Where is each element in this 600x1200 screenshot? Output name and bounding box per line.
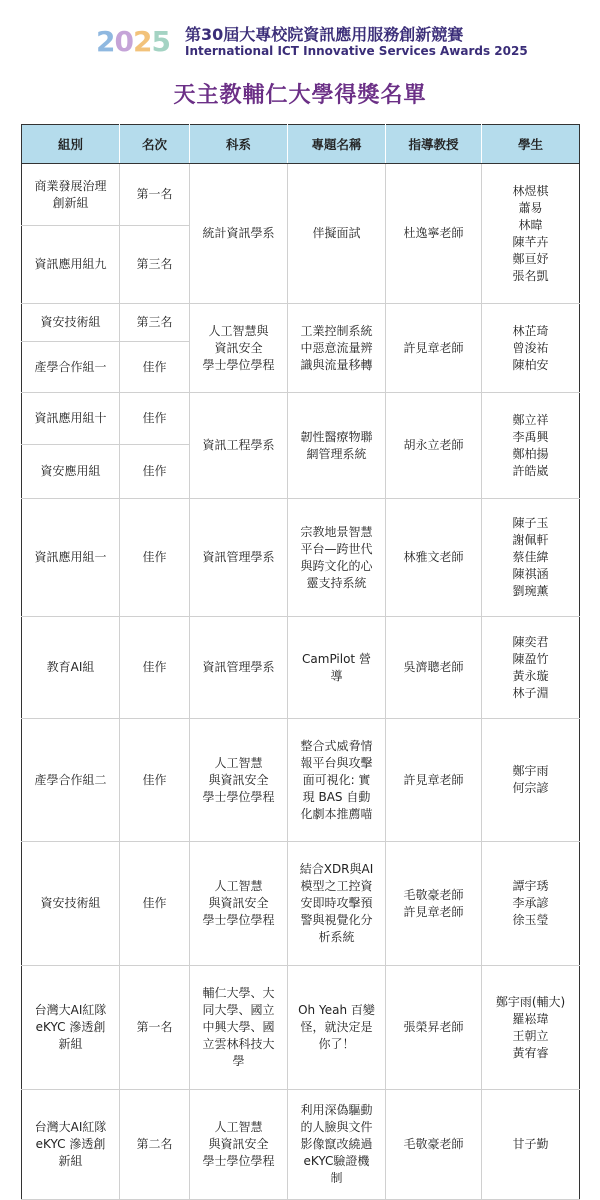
header-category: 組別 bbox=[22, 125, 120, 164]
students-cell: 鄭宇雨 何宗諺 bbox=[482, 719, 580, 842]
category-cell: 資安技術組 bbox=[22, 842, 120, 966]
table-row bbox=[22, 164, 580, 226]
project-cell: 宗教地景智慧 平台—跨世代 與跨文化的心 靈支持系統 bbox=[288, 499, 386, 617]
department-cell: 人工智慧與 資訊安全 學士學位學程 bbox=[190, 304, 288, 393]
logo-digit: 5 bbox=[151, 25, 170, 58]
students-cell: 陳子玉 謝佩軒 蔡佳緯 陳祺涵 劉琬薰 bbox=[482, 499, 580, 617]
category-cell: 台灣大AI紅隊 eKYC 滲透創 新組 bbox=[22, 1090, 120, 1200]
table-row bbox=[22, 719, 580, 842]
rank-cell: 佳作 bbox=[120, 719, 190, 842]
table-row bbox=[22, 1090, 580, 1200]
advisor-cell: 毛敬豪老師 許見章老師 bbox=[386, 842, 482, 966]
rank-cell: 佳作 bbox=[120, 393, 190, 445]
category-cell: 資訊應用組九 bbox=[22, 226, 120, 304]
header-students: 學生 bbox=[482, 125, 580, 164]
table-row bbox=[22, 499, 580, 617]
table-row bbox=[22, 842, 580, 966]
table-row bbox=[22, 304, 580, 342]
rank-cell: 佳作 bbox=[120, 617, 190, 719]
project-cell: 結合XDR與AI 模型之工控資 安即時攻擊預 警與視覺化分 析系統 bbox=[288, 842, 386, 966]
award-table bbox=[21, 124, 580, 1200]
students-cell: 林芷琦 曾浚祐 陳柏安 bbox=[482, 304, 580, 393]
students-cell: 鄭宇雨(輔大) 羅崧瑋 王朝立 黃宥睿 bbox=[482, 966, 580, 1090]
department-cell: 人工智慧 與資訊安全 學士學位學程 bbox=[190, 719, 288, 842]
advisor-cell: 胡永立老師 bbox=[386, 393, 482, 499]
rank-cell: 佳作 bbox=[120, 499, 190, 617]
rank-cell: 第三名 bbox=[120, 304, 190, 342]
students-cell: 林煜棋 蕭易 林暐 陳芊卉 鄭亘妤 張名凱 bbox=[482, 164, 580, 304]
table-row bbox=[22, 617, 580, 719]
logo-digit: 2 bbox=[96, 25, 115, 58]
page-header bbox=[0, 0, 600, 120]
rank-cell: 第三名 bbox=[120, 226, 190, 304]
project-cell: 利用深偽驅動 的人臉與文件 影像竄改繞過 eKYC驗證機 制 bbox=[288, 1090, 386, 1200]
department-cell: 資訊管理學系 bbox=[190, 499, 288, 617]
students-cell: 陳奕君 陳盈竹 黃永璇 林子淵 bbox=[482, 617, 580, 719]
project-cell: 工業控制系統 中惡意流量辨 識與流量移轉 bbox=[288, 304, 386, 393]
rank-cell: 佳作 bbox=[120, 842, 190, 966]
rank-cell: 第一名 bbox=[120, 164, 190, 226]
table-row bbox=[22, 393, 580, 445]
department-cell: 資訊工程學系 bbox=[190, 393, 288, 499]
students-cell: 甘子勤 bbox=[482, 1090, 580, 1200]
advisor-cell: 吳濟聰老師 bbox=[386, 617, 482, 719]
advisor-cell: 杜逸寧老師 bbox=[386, 164, 482, 304]
project-cell: 韌性醫療物聯 網管理系統 bbox=[288, 393, 386, 499]
project-cell: 整合式威脅情 報平台與攻擊 面可視化: 實 現 BAS 自動 化劇本推薦喵 bbox=[288, 719, 386, 842]
advisor-cell: 許見章老師 bbox=[386, 304, 482, 393]
logo-year bbox=[96, 22, 182, 62]
category-cell: 商業發展治理 創新組 bbox=[22, 164, 120, 226]
project-cell: Oh Yeah 百變 怪，就決定是 你了！ bbox=[288, 966, 386, 1090]
event-logo bbox=[96, 22, 182, 62]
department-cell: 人工智慧 與資訊安全 學士學位學程 bbox=[190, 1090, 288, 1200]
header-department: 科系 bbox=[190, 125, 288, 164]
department-cell: 人工智慧 與資訊安全 學士學位學程 bbox=[190, 842, 288, 966]
category-cell: 資安應用組 bbox=[22, 445, 120, 499]
category-cell: 台灣大AI紅隊 eKYC 滲透創 新組 bbox=[22, 966, 120, 1090]
category-cell: 資訊應用組一 bbox=[22, 499, 120, 617]
table-row bbox=[22, 966, 580, 1090]
page-title: 天主教輔仁大學得獎名單 bbox=[173, 83, 427, 108]
rank-cell: 第一名 bbox=[120, 966, 190, 1090]
students-cell: 鄭立祥 李禹興 鄭柏揚 許皓崴 bbox=[482, 393, 580, 499]
students-cell: 譚宇琇 李承諺 徐玉瑩 bbox=[482, 842, 580, 966]
department-cell: 資訊管理學系 bbox=[190, 617, 288, 719]
rank-cell: 佳作 bbox=[120, 342, 190, 393]
advisor-cell: 毛敬豪老師 bbox=[386, 1090, 482, 1200]
category-cell: 產學合作組一 bbox=[22, 342, 120, 393]
rank-cell: 第二名 bbox=[120, 1090, 190, 1200]
rank-cell: 佳作 bbox=[120, 445, 190, 499]
event-title-en: International ICT Innovative Services Awards 2025 bbox=[185, 44, 528, 58]
logo-digit: 0 bbox=[114, 25, 133, 58]
advisor-cell: 許見章老師 bbox=[386, 719, 482, 842]
table-header-row bbox=[22, 125, 580, 164]
advisor-cell: 張榮昇老師 bbox=[386, 966, 482, 1090]
project-cell: CamPilot 營 導 bbox=[288, 617, 386, 719]
department-cell: 統計資訊學系 bbox=[190, 164, 288, 304]
category-cell: 資安技術組 bbox=[22, 304, 120, 342]
department-cell: 輔仁大學、大 同大學、國立 中興大學、國 立雲林科技大 學 bbox=[190, 966, 288, 1090]
header-advisor: 指導教授 bbox=[386, 125, 482, 164]
header-rank: 名次 bbox=[120, 125, 190, 164]
project-cell: 伴擬面試 bbox=[288, 164, 386, 304]
category-cell: 教育AI組 bbox=[22, 617, 120, 719]
header-project: 專題名稱 bbox=[288, 125, 386, 164]
logo-digit: 2 bbox=[132, 25, 152, 58]
advisor-cell: 林雅文老師 bbox=[386, 499, 482, 617]
event-title-zh: 第30屆大專校院資訊應用服務創新競賽 bbox=[185, 25, 464, 44]
category-cell: 資訊應用組十 bbox=[22, 393, 120, 445]
category-cell: 產學合作組二 bbox=[22, 719, 120, 842]
